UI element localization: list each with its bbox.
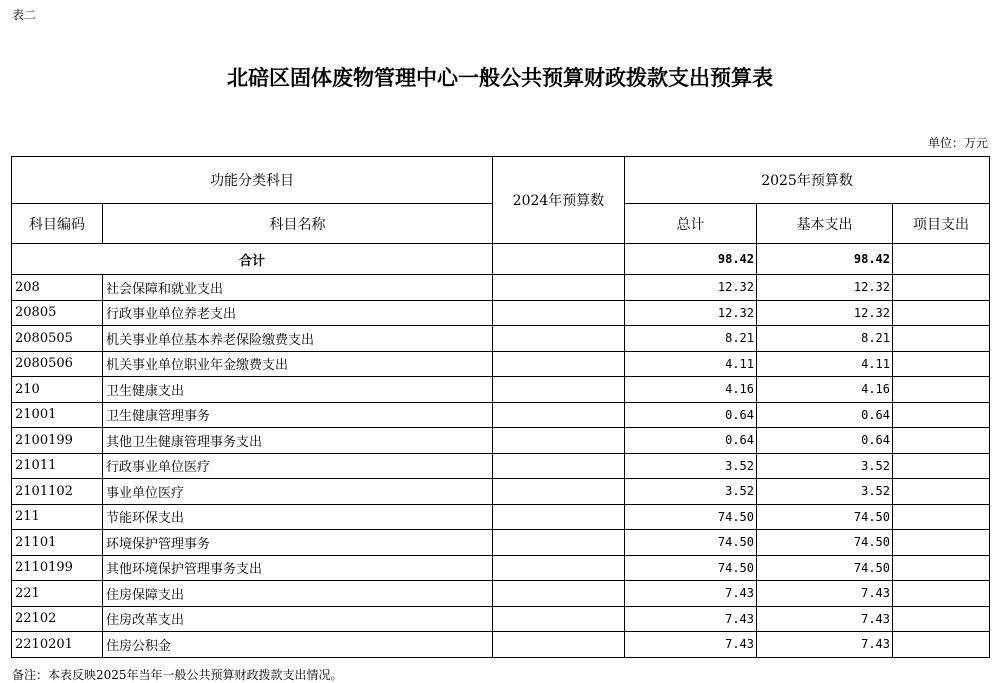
row-total: 4.16	[625, 377, 757, 403]
table-row	[12, 275, 990, 301]
row-2024-cell	[493, 377, 625, 403]
row-name: 其他卫生健康管理事务支出	[103, 428, 493, 454]
page-title: 北碚区固体废物管理中心一般公共预算财政拨款支出预算表	[227, 65, 773, 90]
total-2024-cell	[493, 244, 625, 275]
row-name: 节能环保支出	[103, 504, 493, 530]
row-project-cell	[893, 581, 990, 607]
row-name: 住房保障支出	[103, 581, 493, 607]
table-row	[12, 555, 990, 581]
table-row	[12, 402, 990, 428]
row-project-cell	[893, 606, 990, 632]
row-name: 住房公积金	[103, 632, 493, 658]
row-2024-cell	[493, 632, 625, 658]
row-total: 74.50	[625, 530, 757, 556]
table-row	[12, 530, 990, 556]
row-total: 7.43	[625, 606, 757, 632]
table-row	[12, 479, 990, 505]
row-total: 3.52	[625, 453, 757, 479]
total-project-cell	[893, 244, 990, 275]
row-total: 0.64	[625, 428, 757, 454]
table-row	[12, 377, 990, 403]
row-total: 0.64	[625, 402, 757, 428]
table-number-label: 表二	[12, 8, 37, 22]
table-row	[12, 581, 990, 607]
row-name: 住房改革支出	[103, 606, 493, 632]
row-code: 20805	[12, 300, 103, 326]
row-basic: 4.11	[757, 351, 893, 377]
table-row	[12, 632, 990, 658]
budget-table	[11, 156, 990, 658]
table-row	[12, 351, 990, 377]
row-project-cell	[893, 377, 990, 403]
row-code: 2080505	[12, 326, 103, 352]
row-code: 2100199	[12, 428, 103, 454]
row-basic: 0.64	[757, 402, 893, 428]
row-project-cell	[893, 479, 990, 505]
total-sum-cell: 98.42	[625, 244, 757, 275]
row-code: 2210201	[12, 632, 103, 658]
row-2024-cell	[493, 581, 625, 607]
row-code: 2110199	[12, 555, 103, 581]
row-2024-cell	[493, 428, 625, 454]
row-project-cell	[893, 300, 990, 326]
row-total: 7.43	[625, 581, 757, 607]
table-row	[12, 300, 990, 326]
row-basic: 12.32	[757, 300, 893, 326]
row-2024-cell	[493, 300, 625, 326]
header-functional-category: 功能分类科目	[12, 157, 493, 204]
row-project-cell	[893, 530, 990, 556]
row-project-cell	[893, 326, 990, 352]
row-project-cell	[893, 632, 990, 658]
header-name: 科目名称	[103, 204, 493, 244]
row-project-cell	[893, 428, 990, 454]
row-2024-cell	[493, 479, 625, 505]
row-basic: 0.64	[757, 428, 893, 454]
row-2024-cell	[493, 275, 625, 301]
row-basic: 74.50	[757, 504, 893, 530]
row-project-cell	[893, 453, 990, 479]
row-basic: 4.16	[757, 377, 893, 403]
header-code: 科目编码	[12, 204, 103, 244]
row-code: 210	[12, 377, 103, 403]
row-total: 12.32	[625, 275, 757, 301]
total-row	[12, 244, 990, 275]
row-name: 社会保障和就业支出	[103, 275, 493, 301]
header-budget-2024: 2024年预算数	[493, 157, 625, 244]
table-row	[12, 326, 990, 352]
row-code: 21101	[12, 530, 103, 556]
row-code: 2080506	[12, 351, 103, 377]
row-code: 211	[12, 504, 103, 530]
row-basic: 3.52	[757, 479, 893, 505]
row-total: 12.32	[625, 300, 757, 326]
row-code: 21001	[12, 402, 103, 428]
row-total: 3.52	[625, 479, 757, 505]
row-basic: 12.32	[757, 275, 893, 301]
row-code: 21011	[12, 453, 103, 479]
row-2024-cell	[493, 351, 625, 377]
row-basic: 7.43	[757, 581, 893, 607]
row-code: 22102	[12, 606, 103, 632]
row-project-cell	[893, 351, 990, 377]
row-2024-cell	[493, 453, 625, 479]
row-total: 74.50	[625, 555, 757, 581]
row-basic: 74.50	[757, 530, 893, 556]
row-total: 8.21	[625, 326, 757, 352]
row-2024-cell	[493, 530, 625, 556]
table-row	[12, 453, 990, 479]
row-basic: 8.21	[757, 326, 893, 352]
total-basic-cell: 98.42	[757, 244, 893, 275]
row-name: 其他环境保护管理事务支出	[103, 555, 493, 581]
header-budget-2025: 2025年预算数	[625, 157, 990, 204]
row-total: 4.11	[625, 351, 757, 377]
row-name: 行政事业单位医疗	[103, 453, 493, 479]
row-project-cell	[893, 555, 990, 581]
row-2024-cell	[493, 402, 625, 428]
row-name: 环境保护管理事务	[103, 530, 493, 556]
table-row	[12, 606, 990, 632]
row-name: 机关事业单位基本养老保险缴费支出	[103, 326, 493, 352]
row-name: 卫生健康支出	[103, 377, 493, 403]
footnote: 备注：本表反映2025年当年一般公共预算财政拨款支出情况。	[12, 668, 343, 682]
row-basic: 7.43	[757, 632, 893, 658]
header-project: 项目支出	[893, 204, 990, 244]
row-2024-cell	[493, 326, 625, 352]
row-code: 221	[12, 581, 103, 607]
row-basic: 7.43	[757, 606, 893, 632]
row-code: 208	[12, 275, 103, 301]
row-2024-cell	[493, 606, 625, 632]
row-code: 2101102	[12, 479, 103, 505]
row-basic: 74.50	[757, 555, 893, 581]
row-name: 事业单位医疗	[103, 479, 493, 505]
table-row	[12, 504, 990, 530]
row-name: 行政事业单位养老支出	[103, 300, 493, 326]
row-2024-cell	[493, 555, 625, 581]
row-project-cell	[893, 275, 990, 301]
row-name: 卫生健康管理事务	[103, 402, 493, 428]
table-row	[12, 428, 990, 454]
unit-label: 单位：万元	[927, 136, 988, 150]
total-label: 合计	[12, 244, 493, 275]
header-total: 总计	[625, 204, 757, 244]
row-total: 74.50	[625, 504, 757, 530]
row-basic: 3.52	[757, 453, 893, 479]
header-basic: 基本支出	[757, 204, 893, 244]
row-project-cell	[893, 504, 990, 530]
row-name: 机关事业单位职业年金缴费支出	[103, 351, 493, 377]
row-2024-cell	[493, 504, 625, 530]
row-project-cell	[893, 402, 990, 428]
row-total: 7.43	[625, 632, 757, 658]
